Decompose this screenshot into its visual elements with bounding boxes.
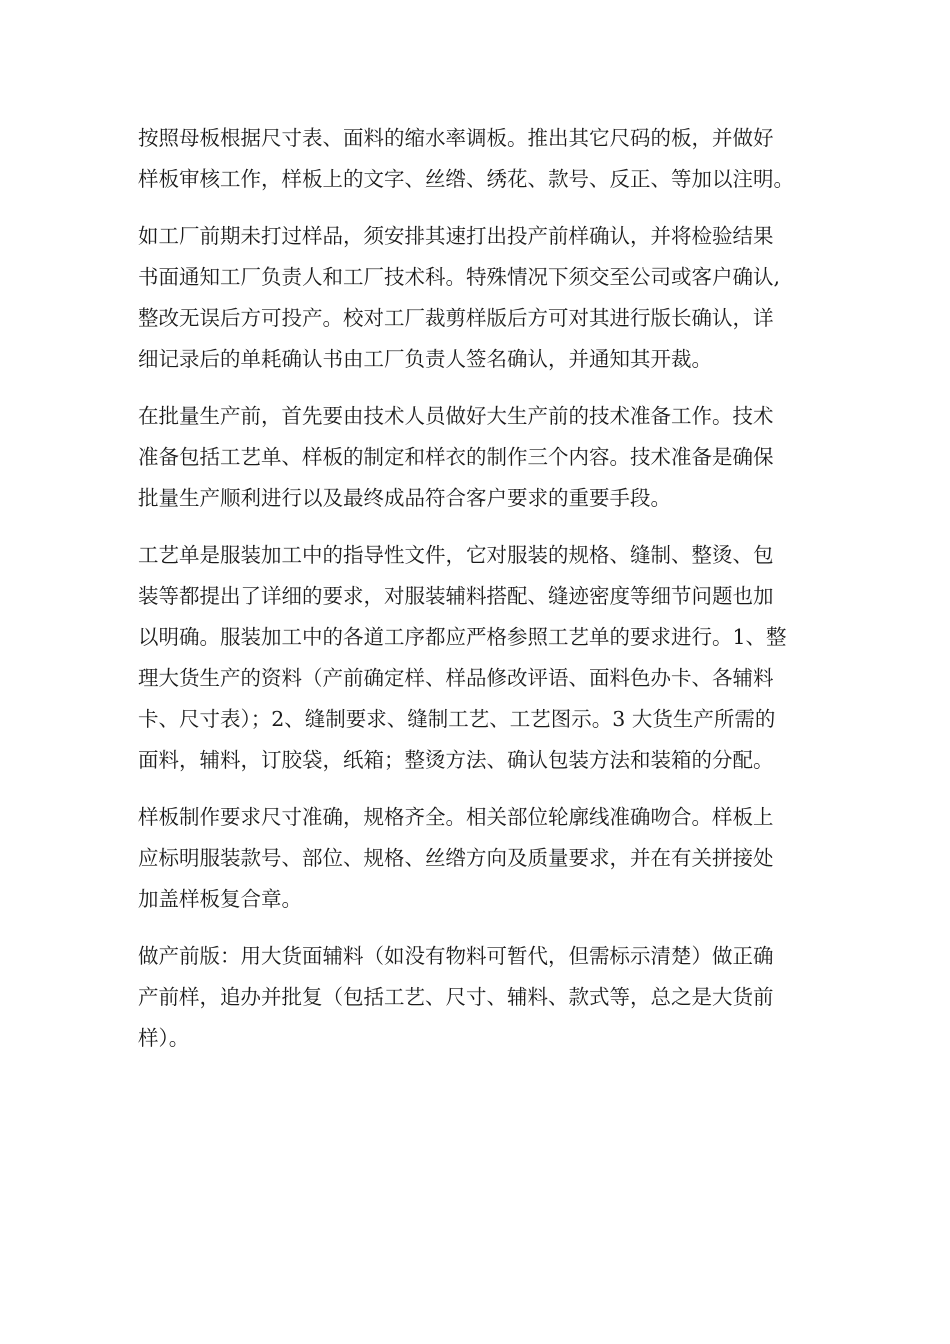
text-line: 工艺单是服装加工中的指导性文件，它对服装的规格、缝制、整烫、包 — [138, 543, 774, 567]
text-line: 在批量生产前，首先要由技术人员做好大生产前的技术准备工作。技术 — [138, 404, 774, 428]
paragraph-pre-production-sample — [138, 216, 818, 380]
text-line: 卡、尺寸表）；2、缝制要求、缝制工艺、工艺图示。3 大货生产所需的 — [138, 707, 776, 731]
text-line: 加盖样板复合章。 — [138, 887, 302, 911]
text-line: 书面通知工厂负责人和工厂技术科。特殊情况下须交至公司或客户确认, — [138, 265, 781, 289]
body-text — [138, 118, 818, 1075]
paragraph-pre-production-version — [138, 936, 818, 1059]
text-line: 产前样，追办并批复（包括工艺、尺寸、辅料、款式等，总之是大货前 — [138, 985, 774, 1009]
text-line: 样板审核工作，样板上的文字、丝绺、绣花、款号、反正、等加以注明。 — [138, 167, 794, 191]
paragraph-technical-preparation — [138, 396, 818, 519]
text-line: 应标明服装款号、部位、规格、丝绺方向及质量要求，并在有关拼接处 — [138, 846, 774, 870]
text-line: 以明确。服装加工中的各道工序都应严格参照工艺单的要求进行。1、整 — [138, 625, 787, 649]
text-line: 做产前版：用大货面辅料（如没有物料可暂代，但需标示清楚）做正确 — [138, 944, 774, 968]
text-line: 整改无误后方可投产。校对工厂裁剪样版后方可对其进行版长确认，详 — [138, 306, 774, 330]
text-line: 如工厂前期未打过样品，须安排其速打出投产前样确认，并将检验结果 — [138, 224, 774, 248]
text-line: 批量生产顺利进行以及最终成品符合客户要求的重要手段。 — [138, 486, 671, 510]
text-line: 准备包括工艺单、样板的制定和样衣的制作三个内容。技术准备是确保 — [138, 445, 774, 469]
paragraph-pattern-requirements — [138, 797, 818, 920]
text-line: 样板制作要求尺寸准确，规格齐全。相关部位轮廓线准确吻合。样板上 — [138, 805, 774, 829]
text-line: 装等都提出了详细的要求，对服装辅料搭配、缝迹密度等细节问题也加 — [138, 584, 774, 608]
text-line: 面料，辅料，订胶袋，纸箱；整烫方法、确认包装方法和装箱的分配。 — [138, 748, 774, 772]
text-line: 样）。 — [138, 1026, 190, 1050]
text-line: 细记录后的单耗确认书由工厂负责人签名确认，并通知其开裁。 — [138, 347, 712, 371]
paragraph-pattern-grading — [138, 118, 818, 200]
paragraph-process-sheet — [138, 535, 818, 781]
text-line: 理大货生产的资料（产前确定样、样品修改评语、面料色办卡、各辅料 — [138, 666, 774, 690]
text-line: 按照母板根据尺寸表、面料的缩水率调板。推出其它尺码的板，并做好 — [138, 126, 774, 150]
